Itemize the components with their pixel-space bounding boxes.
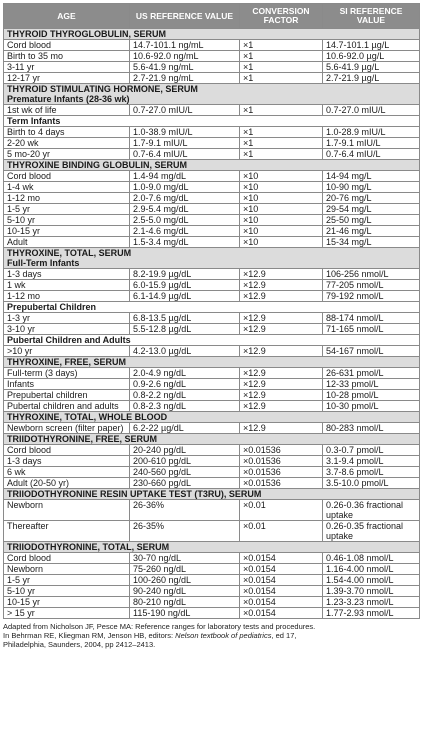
us-value-cell: 1.5-3.4 mg/dL [130,237,240,248]
age-cell: 6 wk [4,467,130,478]
subsection-header-row [4,335,420,346]
age-cell: 10-15 yr [4,226,130,237]
si-value-cell: 12-33 pmol/L [323,379,420,390]
table-row [4,346,420,357]
age-cell: Adult (20-50 yr) [4,478,130,489]
footnote-line-2-text: In Behrman RE, Kliegman RM, Jenson HB, editors: [3,631,176,640]
table-row [4,368,420,379]
subsection-header-row [4,116,420,127]
table-row [4,40,420,51]
conversion-factor-cell: ×12.9 [240,390,323,401]
si-value-cell: 1.7-9.1 mIU/L [323,138,420,149]
us-value-cell: 6.8-13.5 µg/dL [130,313,240,324]
table-row [4,193,420,204]
table-row [4,182,420,193]
table-row [4,73,420,84]
age-cell: 1-5 yr [4,204,130,215]
section-title [4,248,420,269]
table-row [4,478,420,489]
table-row [4,379,420,390]
conversion-factor-cell: ×10 [240,204,323,215]
si-value-cell: 80-283 nmol/L [323,423,420,434]
age-cell: Newborn screen (filter paper) [4,423,130,434]
age-cell: Prepubertal children [4,390,130,401]
section-header-row [4,248,420,269]
section-header-row [4,489,420,500]
age-cell: 5 mo-20 yr [4,149,130,160]
age-cell: 12-17 yr [4,73,130,84]
conversion-factor-cell: ×0.01536 [240,456,323,467]
us-value-cell: 115-190 ng/dL [130,608,240,619]
table-row [4,105,420,116]
row-title-text: THYROID THYROGLOBULIN, SERUM [7,29,166,39]
us-value-cell: 2.9-5.4 mg/dL [130,204,240,215]
conversion-factor-cell: ×12.9 [240,269,323,280]
us-value-cell: 0.8-2.2 ng/dL [130,390,240,401]
conversion-factor-cell: ×12.9 [240,280,323,291]
us-value-cell: 100-260 ng/dL [130,575,240,586]
conversion-factor-cell: ×12.9 [240,324,323,335]
section-header-row [4,412,420,423]
row-subtitle-text: Full-Term Infants [7,258,80,268]
age-cell: 1st wk of life [4,105,130,116]
table-row [4,608,420,619]
age-cell: 1-4 wk [4,182,130,193]
us-value-cell: 75-260 ng/dL [130,564,240,575]
si-value-cell: 21-46 mg/L [323,226,420,237]
row-title-text: THYROXINE, TOTAL, SERUM [7,248,132,258]
footnote-line-3: Philadelphia, Saunders, 2004, pp 2412–2413. [3,640,156,649]
age-cell: 1-3 days [4,269,130,280]
si-value-cell: 0.7-6.4 mIU/L [323,149,420,160]
conversion-factor-cell: ×0.0154 [240,575,323,586]
age-cell: 1 wk [4,280,130,291]
si-value-cell: 106-256 nmol/L [323,269,420,280]
header-conversion-factor: CONVERSION FACTOR [240,4,323,29]
us-value-cell: 4.2-13.0 µg/dL [130,346,240,357]
conversion-factor-cell: ×0.0154 [240,597,323,608]
us-value-cell: 8.2-19.9 µg/dL [130,269,240,280]
age-cell: Birth to 35 mo [4,51,130,62]
section-title [4,434,420,445]
us-value-cell: 26-35% [130,521,240,542]
row-title-text: THYROID STIMULATING HORMONE, SERUM [7,84,198,94]
si-value-cell: 77-205 nmol/L [323,280,420,291]
reference-values-table [3,3,420,619]
conversion-factor-cell: ×12.9 [240,423,323,434]
table-row [4,215,420,226]
table-row [4,390,420,401]
us-value-cell: 90-240 ng/dL [130,586,240,597]
age-cell: Newborn [4,500,130,521]
si-value-cell: 29-54 mg/L [323,204,420,215]
age-cell: 3-11 yr [4,62,130,73]
us-value-cell: 2.5-5.0 mg/dL [130,215,240,226]
conversion-factor-cell: ×1 [240,105,323,116]
age-cell: 1-3 days [4,456,130,467]
conversion-factor-cell: ×0.0154 [240,553,323,564]
si-value-cell: 0.3-0.7 pmol/L [323,445,420,456]
section-title [4,160,420,171]
table-row [4,500,420,521]
section-title [4,29,420,40]
us-value-cell: 200-610 pg/dL [130,456,240,467]
row-title-text: TRIIODOTHYRONINE RESIN UPTAKE TEST (T3RU), SERUM [7,489,262,499]
row-title-text: Prepubertal Children [7,302,97,312]
section-header-row [4,434,420,445]
conversion-factor-cell: ×10 [240,237,323,248]
table-row [4,456,420,467]
table-row [4,62,420,73]
table-row [4,269,420,280]
table-row [4,575,420,586]
age-cell: 10-15 yr [4,597,130,608]
si-value-cell: 1.54-4.00 nmol/L [323,575,420,586]
si-value-cell: 15-34 mg/L [323,237,420,248]
us-value-cell: 5.5-12.8 µg/dL [130,324,240,335]
table-row [4,138,420,149]
table-body [4,29,420,619]
row-title-text: TRIIODOTHYRONINE, TOTAL, SERUM [7,542,170,552]
us-value-cell: 6.1-14.9 µg/dL [130,291,240,302]
table-row [4,226,420,237]
si-value-cell: 1.23-3.23 nmol/L [323,597,420,608]
table-row [4,291,420,302]
row-title-text: THYROXINE, FREE, SERUM [7,357,127,367]
conversion-factor-cell: ×12.9 [240,346,323,357]
table-row [4,521,420,542]
footnote-line-2 [3,631,419,640]
us-value-cell: 0.8-2.3 ng/dL [130,401,240,412]
row-subtitle-text: Premature Infants (28-36 wk) [7,94,130,104]
row-title-text: THYROXINE BINDING GLOBULIN, SERUM [7,160,188,170]
conversion-factor-cell: ×0.01536 [240,467,323,478]
si-value-cell: 0.7-27.0 mIU/L [323,105,420,116]
footnote-line-2-edition: , ed 17, [271,631,297,640]
age-cell: 5-10 yr [4,215,130,226]
age-cell: Infants [4,379,130,390]
conversion-factor-cell: ×12.9 [240,368,323,379]
us-value-cell: 6.2-22 µg/dL [130,423,240,434]
si-value-cell: 2.7-21.9 µg/L [323,73,420,84]
us-value-cell: 1.0-9.0 mg/dL [130,182,240,193]
us-value-cell: 20-240 pg/dL [130,445,240,456]
header-si-reference-value: SI REFERENCE VALUE [323,4,420,29]
us-value-cell: 30-70 ng/dL [130,553,240,564]
table-header-row [4,4,420,29]
conversion-factor-cell: ×1 [240,62,323,73]
subsection-header-row [4,302,420,313]
section-title [4,84,420,105]
conversion-factor-cell: ×1 [240,40,323,51]
table-row [4,171,420,182]
age-cell: Full-term (3 days) [4,368,130,379]
age-cell: Cord blood [4,171,130,182]
si-value-cell: 10-30 pmol/L [323,401,420,412]
section-header-row [4,160,420,171]
footnote [3,622,419,649]
si-value-cell: 10.6-92.0 µg/L [323,51,420,62]
us-value-cell: 0.9-2.6 ng/dL [130,379,240,390]
age-cell: 1-12 mo [4,291,130,302]
us-value-cell: 14.7-101.1 ng/mL [130,40,240,51]
conversion-factor-cell: ×10 [240,215,323,226]
si-value-cell: 5.6-41.9 µg/L [323,62,420,73]
conversion-factor-cell: ×12.9 [240,379,323,390]
age-cell: >10 yr [4,346,130,357]
us-value-cell: 2.1-4.6 mg/dL [130,226,240,237]
si-value-cell: 10-90 mg/L [323,182,420,193]
age-cell: Cord blood [4,445,130,456]
conversion-factor-cell: ×0.01 [240,521,323,542]
conversion-factor-cell: ×1 [240,73,323,84]
age-cell: Adult [4,237,130,248]
age-cell: Newborn [4,564,130,575]
us-value-cell: 0.7-27.0 mIU/L [130,105,240,116]
conversion-factor-cell: ×1 [240,149,323,160]
si-value-cell: 14-94 mg/L [323,171,420,182]
conversion-factor-cell: ×0.0154 [240,564,323,575]
section-header-row [4,357,420,368]
table-row [4,586,420,597]
table-row [4,597,420,608]
si-value-cell: 26-631 pmol/L [323,368,420,379]
us-value-cell: 2.7-21.9 ng/mL [130,73,240,84]
footnote-book-title: Nelson textbook of pediatrics [175,631,272,640]
subsection-title [4,335,420,346]
row-title-text: THYROXINE, TOTAL, WHOLE BLOOD [7,412,168,422]
si-value-cell: 3.7-8.6 pmol/L [323,467,420,478]
si-value-cell: 20-76 mg/L [323,193,420,204]
us-value-cell: 26-36% [130,500,240,521]
si-value-cell: 3.1-9.4 pmol/L [323,456,420,467]
si-value-cell: 0.26-0.35 fractional uptake [323,521,420,542]
section-header-row [4,29,420,40]
age-cell: Cord blood [4,40,130,51]
us-value-cell: 2.0-7.6 mg/dL [130,193,240,204]
si-value-cell: 88-174 nmol/L [323,313,420,324]
conversion-factor-cell: ×10 [240,171,323,182]
table-row [4,553,420,564]
si-value-cell: 1.77-2.93 nmol/L [323,608,420,619]
header-age: AGE [4,4,130,29]
age-cell: 1-5 yr [4,575,130,586]
age-cell: Cord blood [4,553,130,564]
conversion-factor-cell: ×12.9 [240,291,323,302]
section-title [4,357,420,368]
conversion-factor-cell: ×0.01 [240,500,323,521]
si-value-cell: 25-50 mg/L [323,215,420,226]
si-value-cell: 71-165 nmol/L [323,324,420,335]
si-value-cell: 0.26-0.36 fractional uptake [323,500,420,521]
reference-table-page [3,3,419,649]
us-value-cell: 1.4-94 mg/dL [130,171,240,182]
si-value-cell: 79-192 nmol/L [323,291,420,302]
conversion-factor-cell: ×1 [240,127,323,138]
footnote-line-1: Adapted from Nicholson JF, Pesce MA: Reference ranges for laboratory tests and procedures. [3,622,316,631]
section-title [4,542,420,553]
conversion-factor-cell: ×0.0154 [240,608,323,619]
section-title [4,489,420,500]
table-row [4,564,420,575]
us-value-cell: 1.0-38.9 mIU/L [130,127,240,138]
si-value-cell: 0.46-1.08 nmol/L [323,553,420,564]
table-row [4,324,420,335]
conversion-factor-cell: ×10 [240,182,323,193]
age-cell: Birth to 4 days [4,127,130,138]
table-row [4,51,420,62]
conversion-factor-cell: ×0.01536 [240,478,323,489]
si-value-cell: 1.39-3.70 nmol/L [323,586,420,597]
si-value-cell: 14.7-101.1 µg/L [323,40,420,51]
section-header-row [4,84,420,105]
conversion-factor-cell: ×10 [240,193,323,204]
age-cell: 3-10 yr [4,324,130,335]
table-row [4,313,420,324]
section-title [4,412,420,423]
row-title-text: Pubertal Children and Adults [7,335,131,345]
table-row [4,445,420,456]
si-value-cell: 10-28 pmol/L [323,390,420,401]
si-value-cell: 1.16-4.00 nmol/L [323,564,420,575]
age-cell: > 15 yr [4,608,130,619]
age-cell: 5-10 yr [4,586,130,597]
us-value-cell: 2.0-4.9 ng/dL [130,368,240,379]
age-cell: Pubertal children and adults [4,401,130,412]
subsection-title [4,116,420,127]
table-row [4,204,420,215]
us-value-cell: 5.6-41.9 ng/mL [130,62,240,73]
conversion-factor-cell: ×0.0154 [240,586,323,597]
us-value-cell: 240-560 pg/dL [130,467,240,478]
table-row [4,127,420,138]
age-cell: 1-12 mo [4,193,130,204]
subsection-title [4,302,420,313]
age-cell: 2-20 wk [4,138,130,149]
conversion-factor-cell: ×1 [240,138,323,149]
us-value-cell: 80-210 ng/dL [130,597,240,608]
si-value-cell: 1.0-28.9 mIU/L [323,127,420,138]
table-row [4,237,420,248]
age-cell: Thereafter [4,521,130,542]
row-title-text: TRIIDOTHYRONINE, FREE, SERUM [7,434,158,444]
conversion-factor-cell: ×12.9 [240,401,323,412]
us-value-cell: 0.7-6.4 mIU/L [130,149,240,160]
conversion-factor-cell: ×12.9 [240,313,323,324]
si-value-cell: 3.5-10.0 pmol/L [323,478,420,489]
conversion-factor-cell: ×1 [240,51,323,62]
header-us-reference-value: US REFERENCE VALUE [130,4,240,29]
table-row [4,467,420,478]
us-value-cell: 10.6-92.0 ng/mL [130,51,240,62]
table-row [4,423,420,434]
section-header-row [4,542,420,553]
age-cell: 1-3 yr [4,313,130,324]
table-row [4,280,420,291]
conversion-factor-cell: ×10 [240,226,323,237]
us-value-cell: 230-660 pg/dL [130,478,240,489]
us-value-cell: 6.0-15.9 µg/dL [130,280,240,291]
table-row [4,401,420,412]
us-value-cell: 1.7-9.1 mIU/L [130,138,240,149]
table-row [4,149,420,160]
conversion-factor-cell: ×0.01536 [240,445,323,456]
row-title-text: Term Infants [7,116,61,126]
si-value-cell: 54-167 nmol/L [323,346,420,357]
